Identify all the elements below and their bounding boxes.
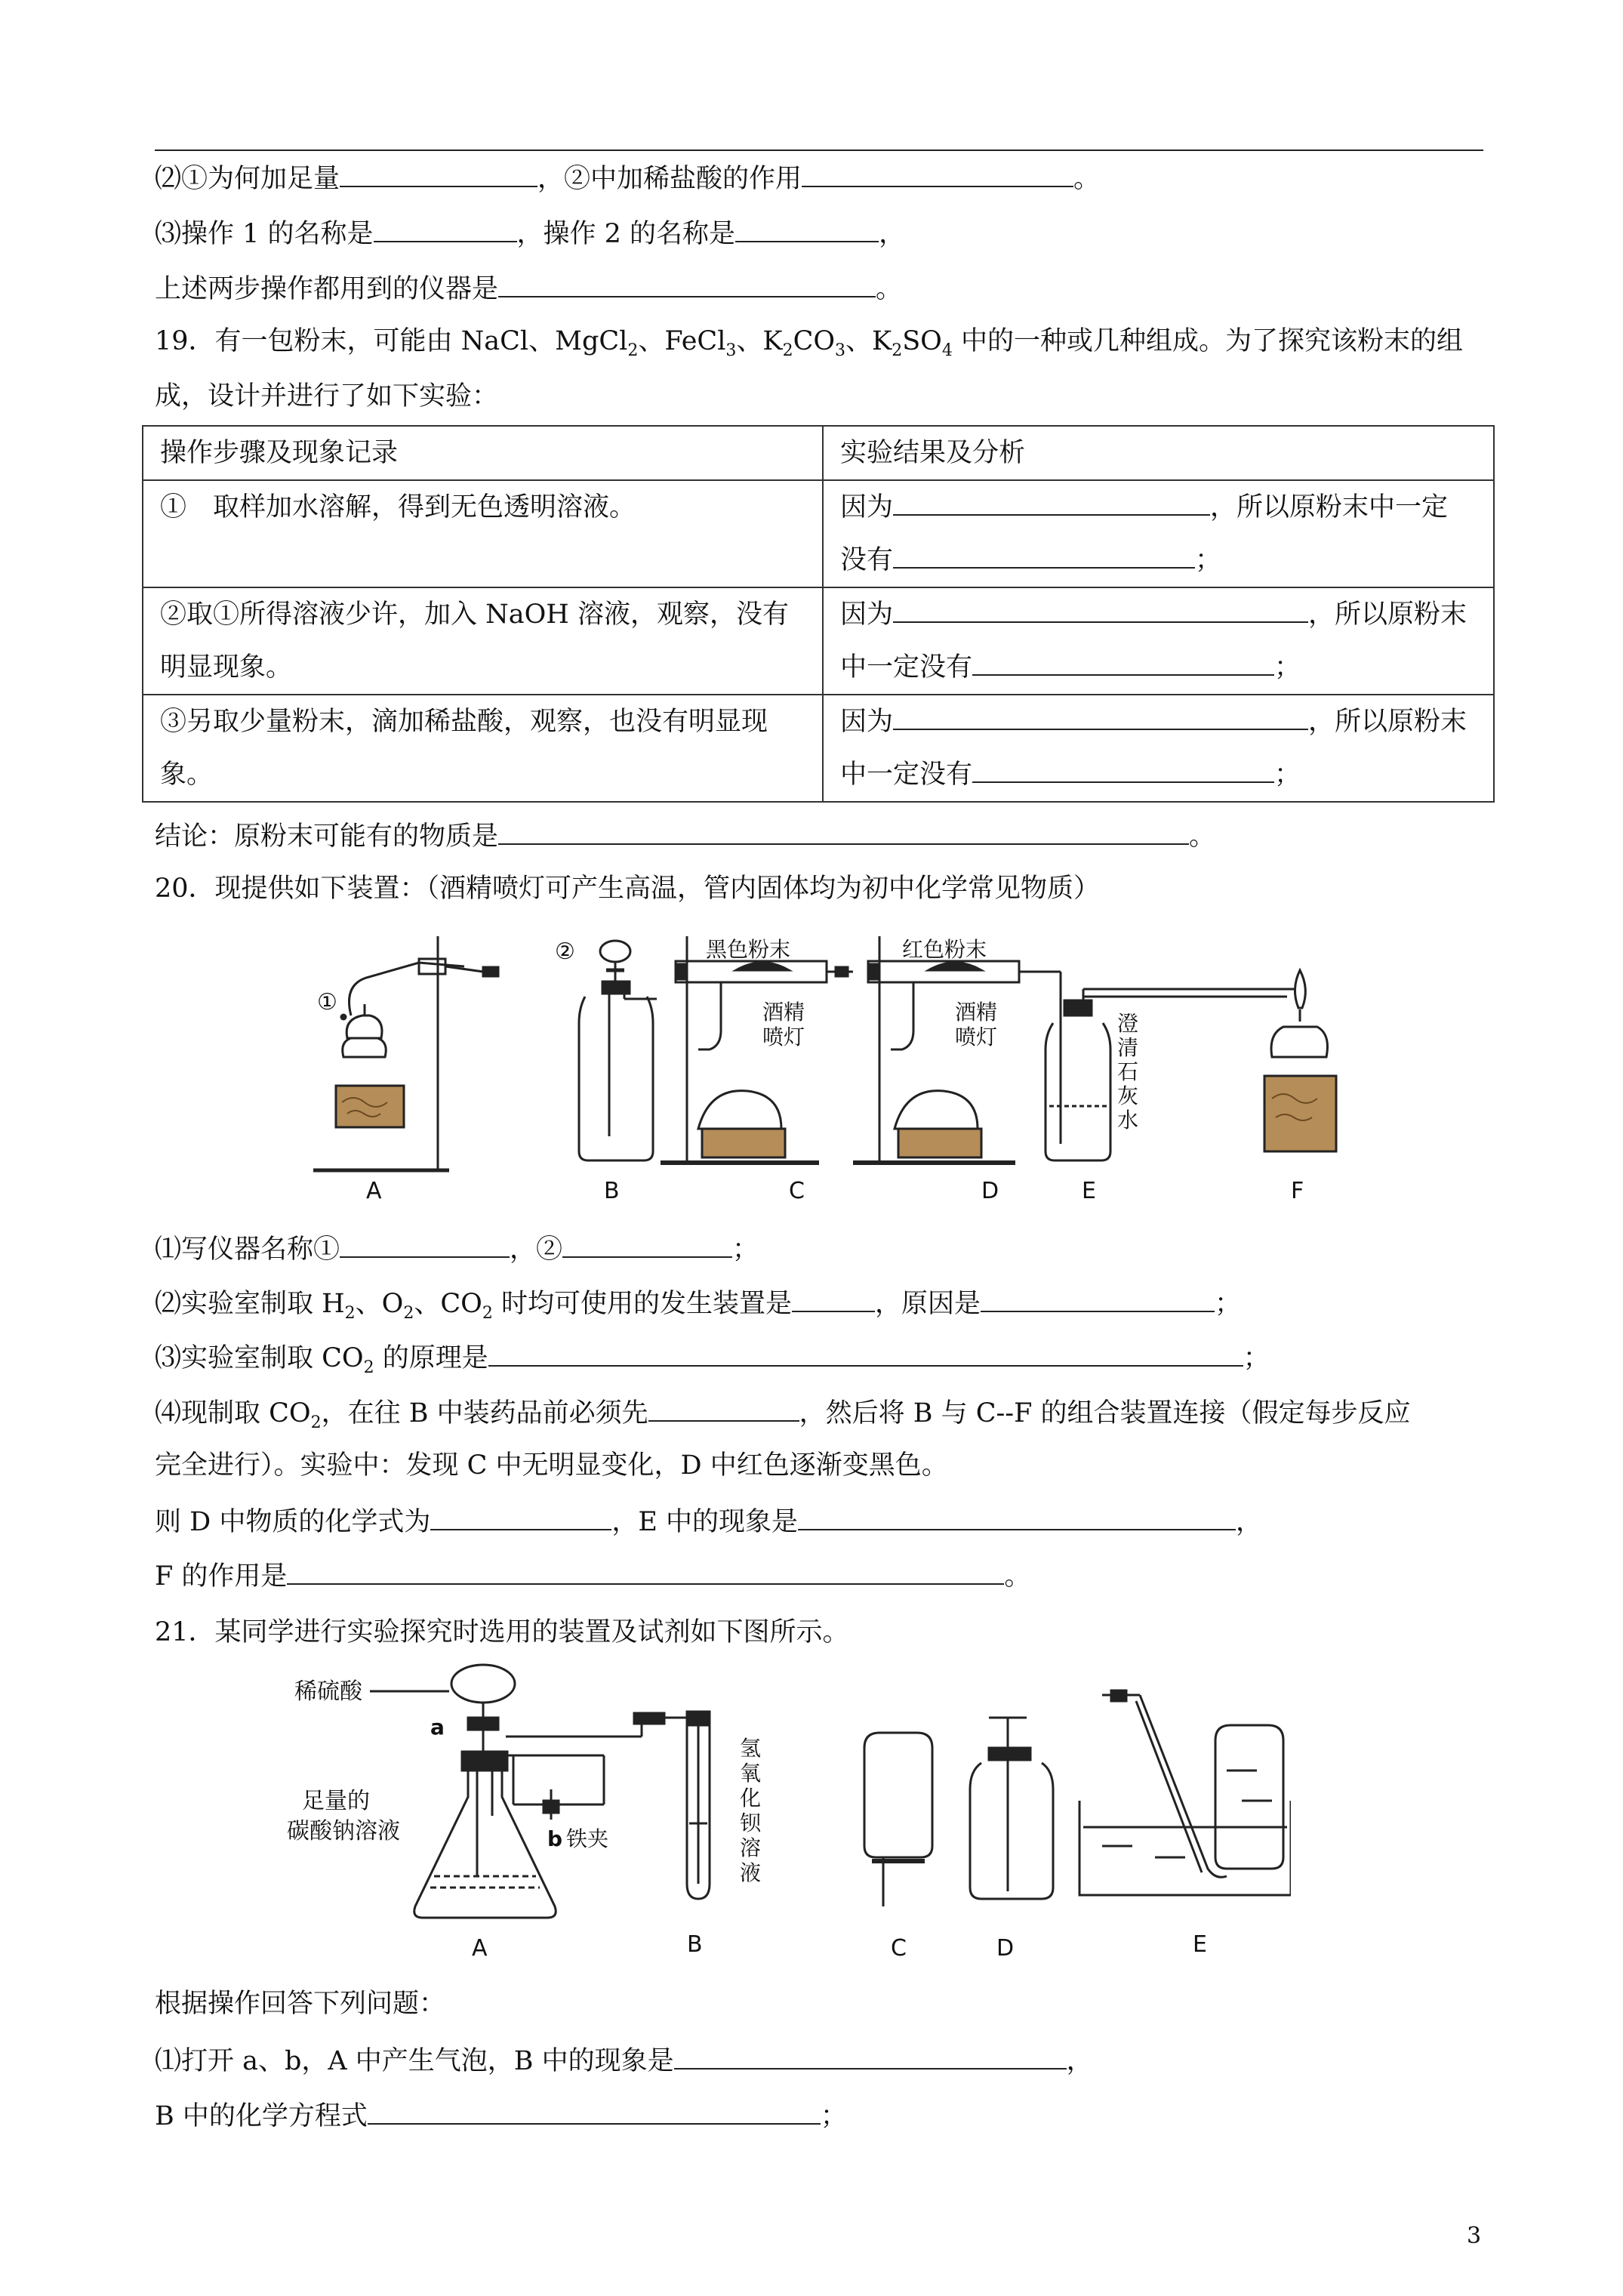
- q20-part6: [155, 1558, 1030, 1593]
- step-cell: [143, 587, 823, 695]
- q20-text: ，E 中的现象是: [611, 1507, 799, 1537]
- answer-blank[interactable]: [735, 215, 879, 242]
- label-b: B: [687, 1931, 703, 1958]
- q18-2-text-b: ，②中加稀盐酸的作用: [537, 164, 802, 194]
- q21-part2: [155, 2097, 847, 2133]
- label-a: A: [366, 1178, 382, 1204]
- analysis-cell: [823, 695, 1494, 802]
- subscript: 3: [835, 341, 846, 360]
- label-a: A: [472, 1935, 488, 1962]
- q19-text: 、FeCl: [638, 326, 726, 356]
- q20-part4-line2: [155, 1449, 948, 1482]
- analysis-text: 没有: [840, 545, 894, 575]
- q21-text: 21．某同学进行实验探究时选用的装置及试剂如下图所示。: [155, 1617, 849, 1647]
- apparatus-figure-1: [298, 925, 1351, 1216]
- analysis-text: ，所以原粉末: [1308, 599, 1467, 630]
- answer-blank[interactable]: [792, 1285, 875, 1312]
- q19-text: 成，设计并进行了如下实验：: [155, 381, 499, 411]
- table-row: [143, 695, 1494, 802]
- q20-text: 时均可使用的发生装置是: [492, 1289, 792, 1319]
- subscript: 2: [482, 1304, 493, 1323]
- step-cell: [143, 695, 823, 802]
- q20-part3: [155, 1339, 1270, 1385]
- label-black-powder: 黑色粉末: [706, 937, 791, 962]
- analysis-cell: [823, 587, 1494, 695]
- answer-blank[interactable]: [893, 596, 1308, 623]
- label-lamp-d: 喷灯: [955, 1025, 998, 1049]
- answer-blank[interactable]: [972, 756, 1274, 783]
- q20-text: ，: [1236, 1507, 1263, 1537]
- answer-blank[interactable]: [981, 1285, 1215, 1312]
- analysis-text: ；: [1274, 652, 1301, 683]
- q20-text: 则 D 中物质的化学式为: [155, 1507, 431, 1537]
- label-dilute-acid: 稀硫酸: [294, 1678, 362, 1705]
- q18-part3: [155, 215, 905, 251]
- q20-text: ⑶实验室制取 CO: [155, 1343, 364, 1373]
- table-row: [143, 480, 1494, 587]
- answer-blank[interactable]: [287, 1558, 1004, 1585]
- answer-blank[interactable]: [430, 1503, 611, 1530]
- label-c: C: [789, 1178, 805, 1204]
- label-limewater: 石: [1117, 1059, 1139, 1084]
- label-e: E: [1082, 1178, 1096, 1204]
- q20-stem: [155, 872, 1100, 905]
- label-limewater: 清: [1117, 1035, 1139, 1060]
- q21-text: ，: [1066, 2046, 1093, 2076]
- label-baoh: 氢: [740, 1736, 762, 1761]
- answer-blank[interactable]: [648, 1395, 799, 1422]
- label-solution: 碳酸钠溶液: [287, 1818, 400, 1845]
- q20-text: F 的作用是: [155, 1561, 288, 1592]
- label-lamp-c: 酒精: [762, 1000, 805, 1025]
- analysis-text: 中一定没有: [840, 760, 973, 790]
- q19-text: 中的一种或几种组成。为了探究该粉末的组: [952, 326, 1464, 356]
- answer-blank[interactable]: [488, 1339, 1243, 1367]
- answer-blank[interactable]: [340, 160, 537, 187]
- apparatus-d: [853, 936, 1019, 1204]
- label-lamp-c: 喷灯: [762, 1025, 805, 1049]
- q20-text: ⑷现制取 CO: [155, 1398, 311, 1428]
- table-row: [143, 587, 1494, 695]
- label-d: D: [981, 1178, 999, 1204]
- label-valve-a: a: [430, 1715, 445, 1740]
- analysis-text: ，所以原粉末中一定: [1210, 492, 1449, 522]
- q20-text: ，然后将 B 与 C--F 的组合装置连接（假定每步反应: [799, 1398, 1411, 1428]
- q20-text: 20．现提供如下装置：（酒精喷灯可产生高温，管内固体均为初中化学常见物质）: [155, 874, 1101, 904]
- label-lamp-d: 酒精: [955, 1000, 998, 1025]
- label-mark-2: ②: [555, 938, 575, 965]
- answer-blank[interactable]: [498, 270, 876, 297]
- answer-blank[interactable]: [368, 2097, 821, 2125]
- conclusion-text: 。: [1189, 821, 1216, 852]
- q20-text: 、O: [355, 1289, 404, 1319]
- subscript: 3: [725, 341, 737, 360]
- q18-3-text-c: ，: [879, 219, 906, 249]
- q20-text: ⑵实验室制取 H: [155, 1289, 345, 1319]
- answer-blank[interactable]: [972, 649, 1274, 676]
- step-cell: [143, 480, 823, 587]
- apparatus-a: [287, 1665, 698, 1962]
- q19-text: SO: [902, 326, 942, 356]
- subscript: 2: [310, 1413, 322, 1432]
- label-red-powder: 红色粉末: [902, 937, 987, 962]
- label-clamp: 铁夹: [566, 1826, 609, 1851]
- analysis-text: 因为: [840, 492, 894, 522]
- apparatus-b: [555, 938, 657, 1204]
- subscript: 2: [782, 341, 793, 360]
- q18-2-text-c: 。: [1073, 164, 1101, 194]
- conclusion-text: 结论：原粉末可能有的物质是: [155, 821, 499, 852]
- apparatus-b: [687, 1712, 762, 1958]
- subscript: 4: [941, 341, 953, 360]
- table-header-cell: 实验结果及分析: [823, 426, 1494, 480]
- q20-text: ；: [1243, 1343, 1270, 1373]
- answer-blank[interactable]: [893, 541, 1195, 569]
- q21-text: ⑴打开 a、b，A 中产生气泡，B 中的现象是: [155, 2046, 674, 2076]
- label-limewater: 澄: [1117, 1011, 1139, 1036]
- q20-text: ；: [1215, 1289, 1242, 1319]
- apparatus-e: [1079, 1690, 1291, 1958]
- q18-2-text-a: ⑵①为何加足量: [155, 164, 340, 194]
- label-solution: 足量的: [302, 1788, 370, 1814]
- q20-text: 、CO: [414, 1289, 482, 1319]
- label-baoh: 溶: [740, 1835, 762, 1860]
- analysis-cell: [823, 480, 1494, 587]
- answer-blank[interactable]: [674, 2042, 1067, 2069]
- q19-stem-line2: [155, 380, 498, 413]
- q20-part5: [155, 1503, 1262, 1539]
- step-text: ②取①所得溶液少许，加入 NaOH 溶液，观察，没有明显现象。: [160, 599, 789, 683]
- q20-text: ，在往 B 中装药品前必须先: [321, 1398, 648, 1428]
- apparatus-figure-2: [287, 1657, 1291, 1974]
- label-c: C: [891, 1935, 907, 1962]
- q20-text: ⑴写仪器名称①: [155, 1234, 340, 1265]
- q20-text: 的原理是: [374, 1343, 488, 1373]
- q21-part1: [155, 2042, 1093, 2078]
- apparatus-c: [864, 1733, 932, 1962]
- analysis-text: 因为: [840, 707, 894, 737]
- q18-4-text-b: 。: [876, 274, 903, 304]
- subscript: 2: [627, 341, 639, 360]
- answer-blank[interactable]: [498, 818, 1189, 845]
- label-clamp-b: b: [547, 1826, 563, 1851]
- page-number: 3: [1467, 2223, 1482, 2249]
- q21-text: B 中的化学方程式: [155, 2101, 368, 2131]
- q20-text: 完全进行）。实验中：发现 C 中无明显变化，D 中红色逐渐变黑色。: [155, 1450, 948, 1481]
- q19-text: CO: [793, 326, 836, 356]
- q19-stem: [155, 325, 1463, 368]
- table-header-row: [143, 426, 1494, 480]
- answer-blank[interactable]: [798, 1503, 1236, 1530]
- q20-text: 。: [1004, 1561, 1031, 1592]
- subscript: 2: [403, 1304, 414, 1323]
- q19-conclusion: [155, 818, 1215, 853]
- label-e: E: [1193, 1931, 1207, 1958]
- subscript: 2: [344, 1304, 356, 1323]
- label-baoh: 钡: [740, 1811, 762, 1835]
- analysis-text: ；: [1274, 760, 1301, 790]
- apparatus-e: [1046, 989, 1295, 1204]
- answer-blank[interactable]: [802, 160, 1073, 187]
- table-header-cell: 操作步骤及现象记录: [143, 426, 823, 480]
- apparatus-c: [389, 936, 827, 1204]
- q20-text: ，原因是: [874, 1289, 981, 1319]
- q19-text: 、K: [845, 326, 892, 356]
- analysis-text: 因为: [840, 599, 894, 630]
- q18-4-text-a: 上述两步操作都用到的仪器是: [155, 274, 499, 304]
- q20-part2: [155, 1285, 1241, 1330]
- header-rule: [155, 149, 1483, 151]
- label-b: B: [604, 1178, 620, 1204]
- q18-3-text-b: ，操作 2 的名称是: [516, 219, 736, 249]
- answer-blank[interactable]: [340, 1231, 510, 1258]
- q18-3-text-a: ⑶操作 1 的名称是: [155, 219, 374, 249]
- subscript: 2: [892, 341, 903, 360]
- analysis-text: ；: [1195, 545, 1222, 575]
- label-limewater: 水: [1117, 1108, 1139, 1133]
- q19-text: 19．有一包粉末，可能由 NaCl、MgCl: [155, 326, 628, 356]
- q20-text: ；: [732, 1234, 759, 1265]
- apparatus-f: [1264, 970, 1336, 1204]
- answer-blank[interactable]: [562, 1231, 732, 1258]
- q21-text: 根据操作回答下列问题：: [155, 1989, 446, 2019]
- q21-text: ；: [820, 2101, 847, 2131]
- analysis-text: ，所以原粉末: [1308, 707, 1467, 737]
- label-limewater: 灰: [1117, 1083, 1139, 1108]
- label-baoh: 化: [740, 1786, 762, 1811]
- q20-text: ，②: [510, 1234, 563, 1265]
- analysis-text: 中一定没有: [840, 652, 973, 683]
- q20-part4: [155, 1395, 1411, 1440]
- apparatus-a: [313, 936, 498, 1204]
- q21-stem: [155, 1616, 849, 1649]
- experiment-table: [142, 425, 1495, 803]
- label-d: D: [996, 1935, 1015, 1962]
- answer-blank[interactable]: [893, 488, 1210, 516]
- label-f: F: [1291, 1178, 1304, 1204]
- label-baoh: 液: [740, 1860, 762, 1885]
- answer-blank[interactable]: [374, 215, 517, 242]
- label-baoh: 氧: [740, 1761, 762, 1786]
- label-mark-1: ①: [317, 989, 337, 1015]
- q21-intro: [155, 1987, 445, 2020]
- q19-text: 、K: [736, 326, 783, 356]
- apparatus-d: [970, 1718, 1053, 1962]
- q20-part1: [155, 1231, 759, 1266]
- subscript: 2: [363, 1358, 374, 1377]
- step-text: ③另取少量粉末，滴加稀盐酸，观察，也没有明显现象。: [160, 707, 768, 790]
- answer-blank[interactable]: [893, 703, 1308, 730]
- step-text: ① 取样加水溶解，得到无色透明溶液。: [160, 492, 636, 522]
- q18-part2: [155, 160, 1100, 196]
- q18-part4: [155, 270, 902, 306]
